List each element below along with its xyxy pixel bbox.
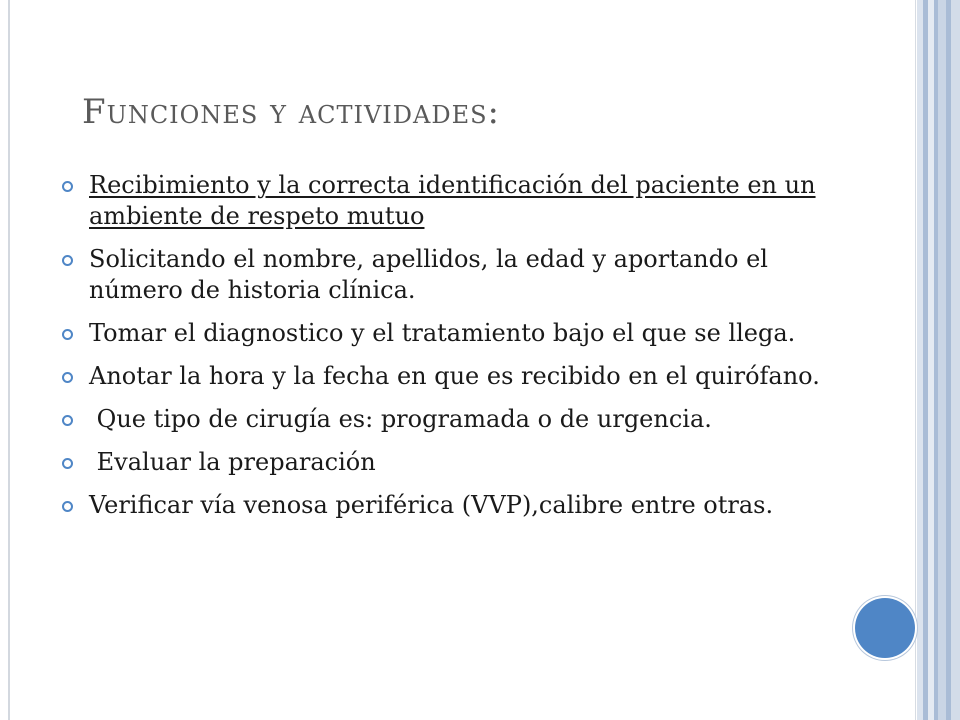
circle-decoration xyxy=(855,598,915,658)
ring-bullet-icon xyxy=(62,458,73,469)
slide-title: Funciones y actividades: xyxy=(82,92,500,132)
bullet-text: Verificar vía venosa periférica (VVP),calibre entre otras. xyxy=(89,491,774,519)
ring-bullet-icon xyxy=(62,329,73,340)
bullet-text: Evaluar la preparación xyxy=(89,448,376,476)
bullet-text: Recibimiento y la correcta identificación del paciente en un ambiente de respeto mutuo xyxy=(89,171,816,230)
bullet-item xyxy=(62,170,862,232)
bullet-text: Que tipo de cirugía es: programada o de urgencia. xyxy=(89,405,712,433)
bullet-item xyxy=(62,447,862,478)
bullet-item xyxy=(62,490,862,521)
bullet-text: Tomar el diagnostico y el tratamiento bajo el que se llega. xyxy=(89,319,796,347)
bullet-item xyxy=(62,244,862,306)
ring-bullet-icon xyxy=(62,181,73,192)
stripe xyxy=(951,0,960,720)
ring-bullet-icon xyxy=(62,255,73,266)
bullet-item xyxy=(62,361,862,392)
bullet-list xyxy=(62,170,862,533)
ring-bullet-icon xyxy=(62,372,73,383)
bullet-text: Anotar la hora y la fecha en que es recibido en el quirófano. xyxy=(89,362,820,390)
bullet-item xyxy=(62,404,862,435)
ring-bullet-icon xyxy=(62,501,73,512)
stripe xyxy=(938,0,946,720)
bullet-text: Solicitando el nombre, apellidos, la edad y aportando el número de historia clínica. xyxy=(89,245,768,304)
bullet-item xyxy=(62,318,862,349)
ring-bullet-icon xyxy=(62,415,73,426)
